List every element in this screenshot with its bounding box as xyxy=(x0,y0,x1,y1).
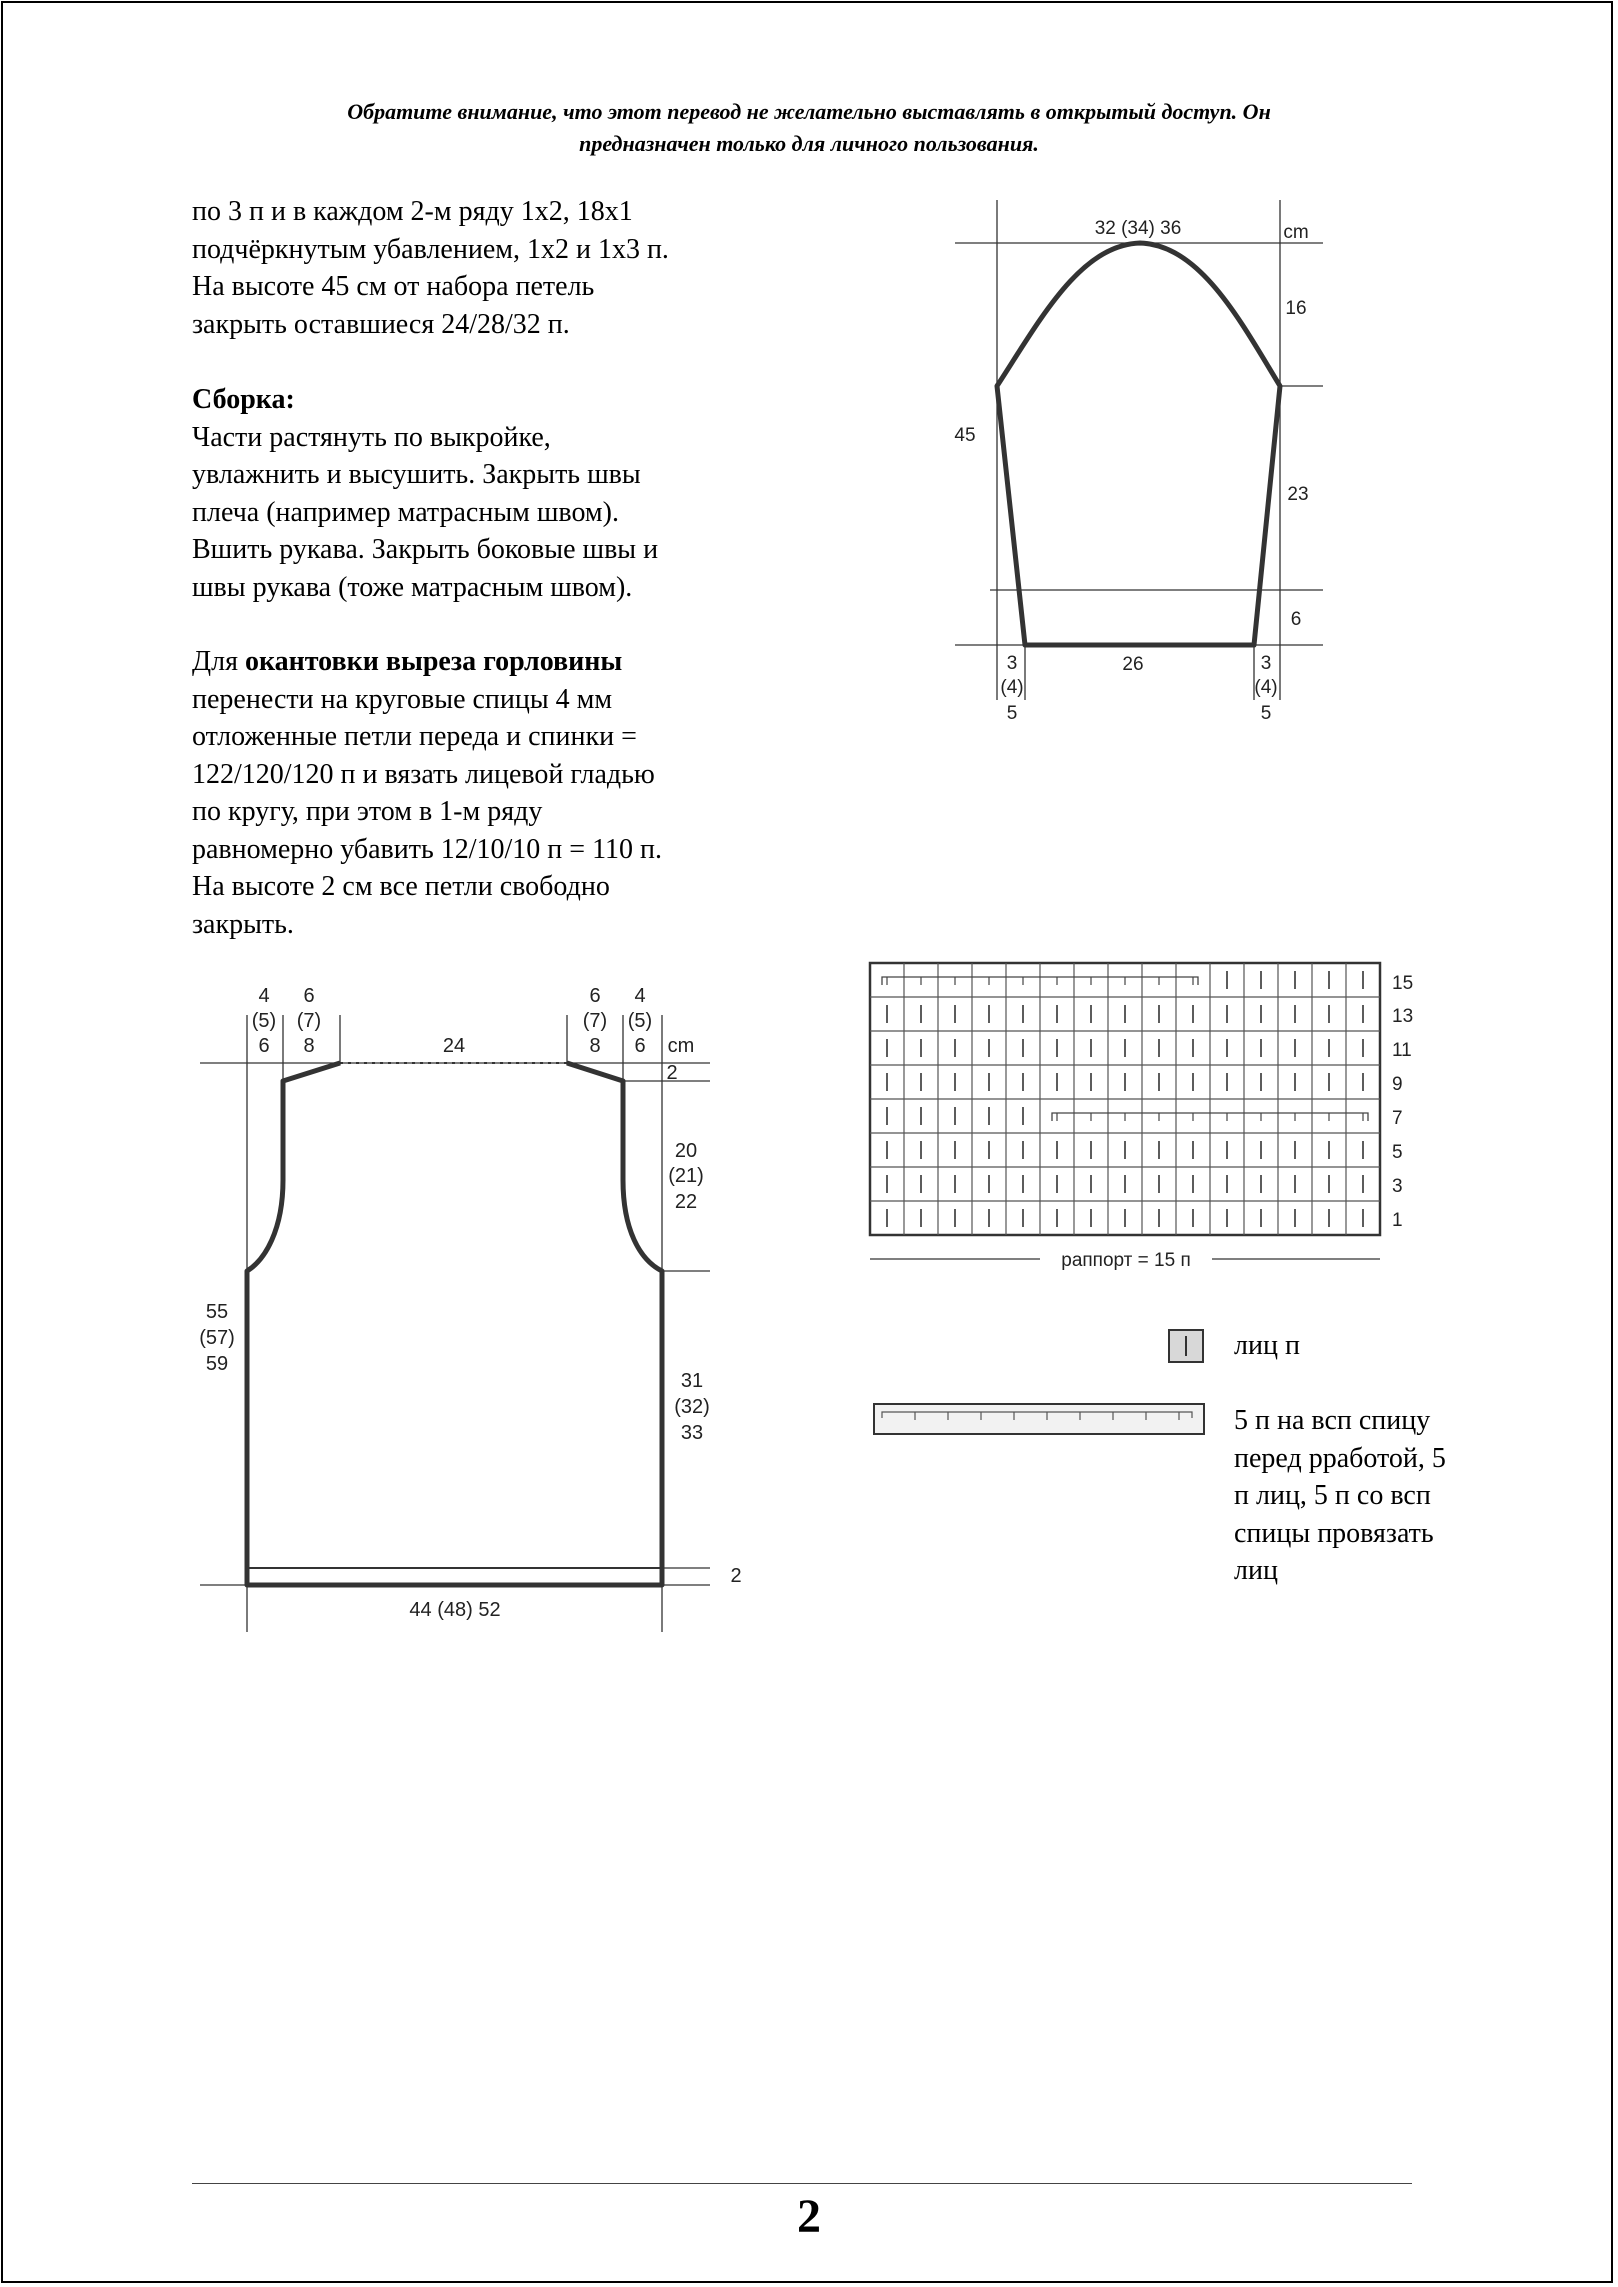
chart-row-number: 11 xyxy=(1392,1040,1412,1061)
body-outline xyxy=(247,1063,662,1585)
shoulder-slope: 2 xyxy=(666,1062,678,1084)
right-shoulder-outer: (5) xyxy=(627,1010,653,1032)
text-line: плеча (например матрасным швом). xyxy=(192,496,619,528)
stitch-chart xyxy=(860,955,1430,1275)
sleeve-right-inc: 3 xyxy=(1260,653,1272,674)
text-line: 122/120/120 п и вязать лицевой гладью xyxy=(192,758,655,790)
left-shoulder-outer: 6 xyxy=(258,1035,270,1057)
legend-knit xyxy=(1234,1327,1300,1365)
sleeve-cuff-height: 6 xyxy=(1290,609,1302,630)
text-line: закрыть. xyxy=(192,908,294,940)
text-line: по кругу, при этом в 1-м ряду xyxy=(192,796,543,827)
sleeve-bottom-width: 26 xyxy=(1122,654,1144,675)
sleeve-total-height: 45 xyxy=(954,425,976,446)
text-line: На высоте 45 см от набора петель xyxy=(192,271,595,302)
left-shoulder-inner: 6 xyxy=(303,985,315,1007)
sleeve-side-height: 23 xyxy=(1287,484,1309,505)
paragraph-neckline xyxy=(192,643,792,943)
right-shoulder-inner: 6 xyxy=(589,985,601,1007)
text-line: перенести на круговые спицы 4 мм xyxy=(192,683,613,715)
cable-symbol xyxy=(870,1400,1210,1440)
body-guides xyxy=(200,1015,710,1632)
sleeve-right-inc: 5 xyxy=(1260,703,1272,724)
left-shoulder-inner: (7) xyxy=(296,1010,322,1032)
total-height: (57) xyxy=(199,1327,235,1349)
body-diagram xyxy=(190,970,760,1640)
assembly-heading: Сборка: xyxy=(192,384,295,415)
footer-divider xyxy=(192,2183,1412,2184)
chart-row-number: 3 xyxy=(1392,1176,1403,1197)
left-shoulder-outer: (5) xyxy=(251,1010,277,1032)
text-line xyxy=(192,643,792,681)
text-line: отложенные петли переда и спинки = xyxy=(192,721,637,752)
side-height: 31 xyxy=(680,1370,704,1392)
sleeve-right-inc: (4) xyxy=(1254,677,1278,698)
notice-line-1: Обратите внимание, что этот перевод не желательно выставлять в открытый доступ. Он xyxy=(347,99,1271,124)
knit-stitch-symbol xyxy=(1167,1328,1207,1366)
armhole-height: (21) xyxy=(668,1165,704,1187)
side-height: 33 xyxy=(680,1422,704,1444)
text-line: Вшить рукава. Закрыть боковые швы и xyxy=(192,534,659,565)
total-height: 55 xyxy=(205,1301,229,1323)
repeat-label: раппорт = 15 п xyxy=(1061,1250,1191,1271)
bottom-width: 44 (48) 52 xyxy=(409,1599,501,1621)
sleeve-diagram xyxy=(940,195,1340,735)
side-height: (32) xyxy=(674,1396,710,1418)
neck-width: 24 xyxy=(442,1035,466,1057)
right-shoulder-inner: 8 xyxy=(589,1035,601,1057)
legend-cable xyxy=(1234,1402,1446,1590)
chart-row-number: 5 xyxy=(1392,1142,1403,1163)
sleeve-left-inc: (4) xyxy=(1000,677,1024,698)
text-line: подчёркнутым убавлением, 1х2 и 1х3 п. xyxy=(192,233,669,265)
sleeve-cap-height: 16 xyxy=(1285,298,1307,319)
cable-text-line: спицы провязать xyxy=(1234,1517,1434,1549)
chart-row-number: 1 xyxy=(1392,1210,1403,1231)
total-height: 59 xyxy=(205,1353,229,1375)
notice-line-2: предназначен только для личного пользования. xyxy=(579,131,1039,156)
text-line: равномерно убавить 12/10/10 п = 110 п. xyxy=(192,833,663,865)
chart-row-number: 9 xyxy=(1392,1074,1403,1095)
text-line: по 3 п и в каждом 2-м ряду 1х2, 18х1 xyxy=(192,196,633,227)
neckline-intro: Для xyxy=(192,646,245,677)
paragraph-assembly xyxy=(192,381,792,606)
text-line: закрыть оставшиеся 24/28/32 п. xyxy=(192,308,570,340)
neckline-bold-term: окантовки выреза горловины xyxy=(244,646,623,677)
right-shoulder-outer: 4 xyxy=(634,985,646,1007)
chart-row-number: 13 xyxy=(1392,1006,1414,1027)
armhole-height: 22 xyxy=(674,1191,698,1213)
text-line: Части растянуть по выкройке, xyxy=(192,421,551,453)
sleeve-guides xyxy=(955,200,1323,700)
chart-row-number: 15 xyxy=(1392,973,1414,994)
sleeve-left-inc: 3 xyxy=(1006,653,1018,674)
cable-text-line: перед рработой, 5 xyxy=(1234,1442,1446,1474)
text-line: швы рукава (тоже матрасным швом). xyxy=(192,571,633,603)
sleeve-unit: cm xyxy=(1283,222,1309,243)
sleeve-left-inc: 5 xyxy=(1006,703,1018,724)
cable-text-line: лиц xyxy=(1234,1555,1278,1586)
sleeve-top-width: 32 (34) 36 xyxy=(1094,218,1182,239)
body-unit: cm xyxy=(667,1035,695,1057)
sleeve-outline xyxy=(997,243,1280,645)
right-shoulder-inner: (7) xyxy=(582,1010,608,1032)
cable-text-line: 5 п на всп спицу xyxy=(1234,1405,1431,1436)
left-shoulder-inner: 8 xyxy=(303,1035,315,1057)
cable-text-line: п лиц, 5 п со всп xyxy=(1234,1480,1431,1511)
text-line: увлажнить и высушить. Закрыть швы xyxy=(192,459,641,490)
armhole-height: 20 xyxy=(674,1140,698,1162)
right-shoulder-outer: 6 xyxy=(634,1035,646,1057)
chart-grid xyxy=(870,963,1380,1235)
rib-height: 2 xyxy=(730,1565,742,1587)
left-shoulder-outer: 4 xyxy=(258,985,270,1007)
page-number: 2 xyxy=(797,2190,821,2243)
paragraph-decrease xyxy=(192,193,792,343)
text-line: На высоте 2 см все петли свободно xyxy=(192,871,610,902)
copyright-notice xyxy=(200,96,1418,160)
knit-label: лиц п xyxy=(1234,1330,1300,1361)
chart-row-number: 7 xyxy=(1392,1108,1403,1129)
